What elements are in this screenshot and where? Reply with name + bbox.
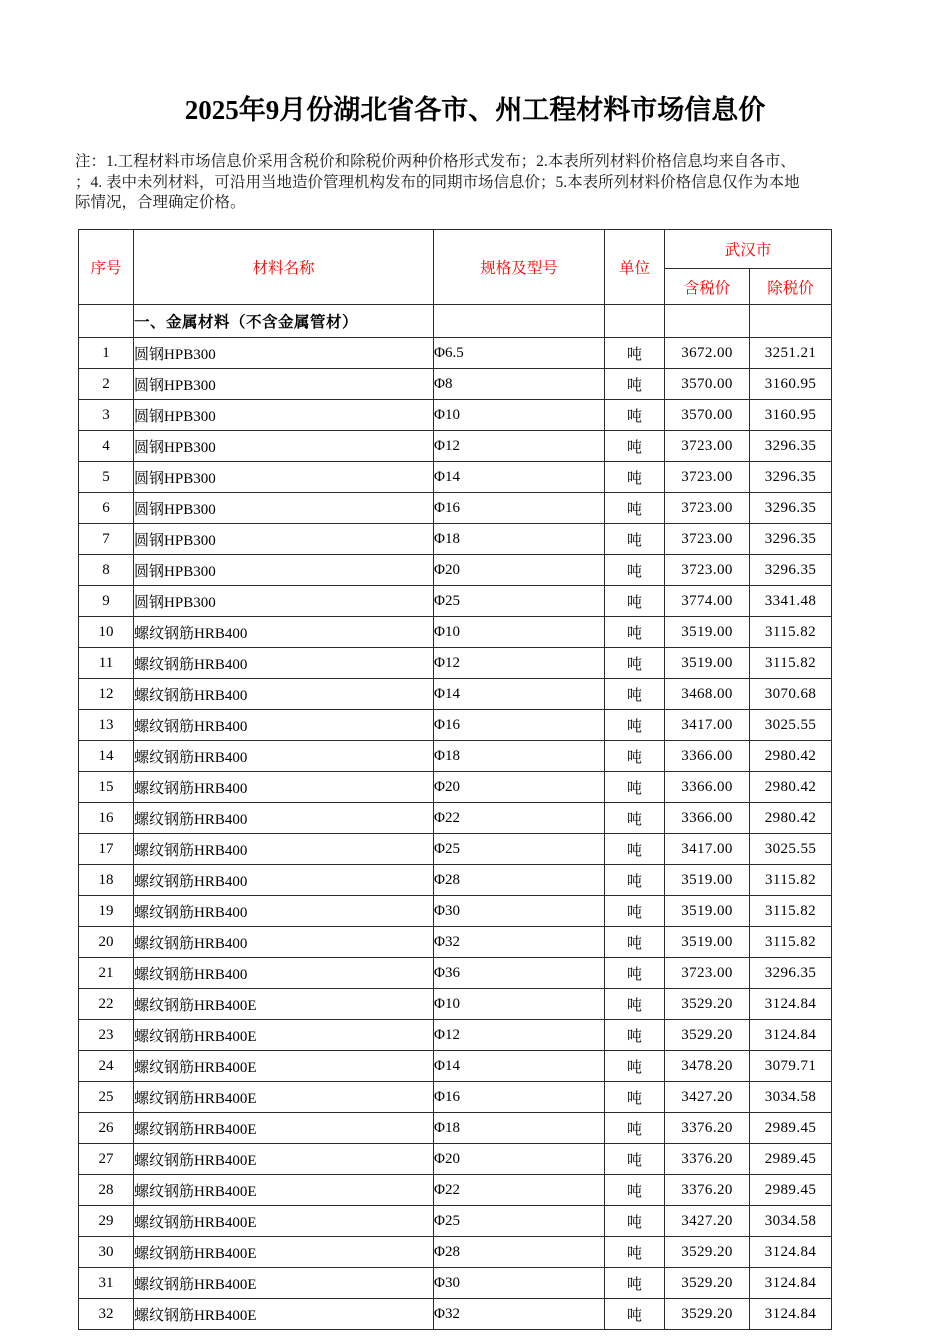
note-line-1: 注：1.工程材料市场信息价采用含税价和除税价两种价格形式发布；2.本表所列材料价格信息均来自各市、 bbox=[75, 153, 796, 170]
cell-spec: Φ22 bbox=[434, 803, 605, 834]
cell-unit: 吨 bbox=[605, 1144, 665, 1175]
cell-material-name: 螺纹钢筋HRB400 bbox=[134, 710, 434, 741]
table-row bbox=[79, 586, 832, 617]
material-price-table bbox=[78, 229, 832, 1330]
cell-no: 30 bbox=[79, 1237, 134, 1268]
cell-price-excl-tax: 3115.82 bbox=[750, 896, 832, 927]
cell-material-name: 螺纹钢筋HRB400E bbox=[134, 989, 434, 1020]
cell-unit: 吨 bbox=[605, 834, 665, 865]
cell-no: 24 bbox=[79, 1051, 134, 1082]
table-row bbox=[79, 741, 832, 772]
cell-unit: 吨 bbox=[605, 1268, 665, 1299]
cell-material-name: 螺纹钢筋HRB400 bbox=[134, 865, 434, 896]
cell-price-excl-tax: 3296.35 bbox=[750, 555, 832, 586]
cell-price-incl-tax: 3468.00 bbox=[665, 679, 750, 710]
cell-no: 25 bbox=[79, 1082, 134, 1113]
cell-price-incl-tax: 3519.00 bbox=[665, 927, 750, 958]
cell-spec: Φ8 bbox=[434, 369, 605, 400]
header-row-main bbox=[79, 230, 832, 269]
cell-price-incl-tax: 3519.00 bbox=[665, 617, 750, 648]
cell-no: 27 bbox=[79, 1144, 134, 1175]
cell-spec: Φ28 bbox=[434, 1237, 605, 1268]
cell-price-excl-tax: 3124.84 bbox=[750, 989, 832, 1020]
cell-material-name: 螺纹钢筋HRB400E bbox=[134, 1237, 434, 1268]
cell-price-incl-tax: 3417.00 bbox=[665, 834, 750, 865]
cell-spec: Φ20 bbox=[434, 1144, 605, 1175]
table-row bbox=[79, 927, 832, 958]
cell-spec: Φ32 bbox=[434, 1299, 605, 1330]
table-row bbox=[79, 400, 832, 431]
cell-material-name: 螺纹钢筋HRB400E bbox=[134, 1113, 434, 1144]
cell-material-name: 螺纹钢筋HRB400 bbox=[134, 679, 434, 710]
note-line-3: 际情况，合理确定价格。 bbox=[75, 194, 246, 211]
cell-material-name: 螺纹钢筋HRB400E bbox=[134, 1051, 434, 1082]
cell-spec: Φ25 bbox=[434, 1206, 605, 1237]
table-row bbox=[79, 1237, 832, 1268]
cell-spec: Φ12 bbox=[434, 648, 605, 679]
cell-price-incl-tax: 3774.00 bbox=[665, 586, 750, 617]
cell-no: 1 bbox=[79, 338, 134, 369]
cell-price-excl-tax: 2980.42 bbox=[750, 772, 832, 803]
cell-spec: Φ14 bbox=[434, 462, 605, 493]
table-row bbox=[79, 648, 832, 679]
cell-spec: Φ18 bbox=[434, 1113, 605, 1144]
cell-spec: Φ10 bbox=[434, 989, 605, 1020]
table-row bbox=[79, 1144, 832, 1175]
table-row bbox=[79, 1175, 832, 1206]
cell-spec: Φ18 bbox=[434, 524, 605, 555]
cell-material-name: 螺纹钢筋HRB400 bbox=[134, 834, 434, 865]
cell-material-name: 螺纹钢筋HRB400 bbox=[134, 648, 434, 679]
cell-spec: Φ25 bbox=[434, 834, 605, 865]
cell-spec: Φ10 bbox=[434, 617, 605, 648]
header-col-unit: 单位 bbox=[605, 230, 665, 305]
section-label-cell bbox=[134, 305, 434, 338]
cell-spec: Φ12 bbox=[434, 431, 605, 462]
cell-material-name: 螺纹钢筋HRB400 bbox=[134, 896, 434, 927]
cell-unit: 吨 bbox=[605, 648, 665, 679]
cell-no: 28 bbox=[79, 1175, 134, 1206]
table-row bbox=[79, 524, 832, 555]
cell-unit: 吨 bbox=[605, 1175, 665, 1206]
cell-unit: 吨 bbox=[605, 927, 665, 958]
cell-spec: Φ10 bbox=[434, 400, 605, 431]
cell-no: 6 bbox=[79, 493, 134, 524]
table-row bbox=[79, 1206, 832, 1237]
cell-price-incl-tax: 3519.00 bbox=[665, 865, 750, 896]
cell-material-name: 螺纹钢筋HRB400 bbox=[134, 927, 434, 958]
cell-price-excl-tax: 3025.55 bbox=[750, 710, 832, 741]
cell-price-incl-tax: 3723.00 bbox=[665, 524, 750, 555]
cell-no: 22 bbox=[79, 989, 134, 1020]
cell-spec: Φ14 bbox=[434, 1051, 605, 1082]
cell-material-name: 螺纹钢筋HRB400 bbox=[134, 772, 434, 803]
cell-unit: 吨 bbox=[605, 772, 665, 803]
cell-no: 11 bbox=[79, 648, 134, 679]
table-row bbox=[79, 896, 832, 927]
table-row bbox=[79, 772, 832, 803]
header-col-no: 序号 bbox=[79, 230, 134, 305]
cell-no: 7 bbox=[79, 524, 134, 555]
cell-price-incl-tax: 3376.20 bbox=[665, 1144, 750, 1175]
table-row bbox=[79, 431, 832, 462]
cell-unit: 吨 bbox=[605, 462, 665, 493]
cell-no: 15 bbox=[79, 772, 134, 803]
cell-unit: 吨 bbox=[605, 338, 665, 369]
cell-price-excl-tax: 3115.82 bbox=[750, 617, 832, 648]
cell-spec: Φ22 bbox=[434, 1175, 605, 1206]
cell-no: 5 bbox=[79, 462, 134, 493]
cell-price-excl-tax: 3160.95 bbox=[750, 369, 832, 400]
cell-no: 13 bbox=[79, 710, 134, 741]
cell-material-name: 螺纹钢筋HRB400 bbox=[134, 803, 434, 834]
cell-spec: Φ30 bbox=[434, 1268, 605, 1299]
cell-price-excl-tax: 3296.35 bbox=[750, 462, 832, 493]
cell-price-excl-tax: 3160.95 bbox=[750, 400, 832, 431]
table-row bbox=[79, 1299, 832, 1330]
cell-price-excl-tax: 3115.82 bbox=[750, 865, 832, 896]
cell-price-excl-tax: 3296.35 bbox=[750, 431, 832, 462]
cell-material-name: 圆钢HPB300 bbox=[134, 524, 434, 555]
cell-price-incl-tax: 3529.20 bbox=[665, 1299, 750, 1330]
table-row bbox=[79, 1113, 832, 1144]
cell-material-name: 圆钢HPB300 bbox=[134, 338, 434, 369]
table-row bbox=[79, 865, 832, 896]
cell-price-excl-tax: 3124.84 bbox=[750, 1299, 832, 1330]
cell-material-name: 螺纹钢筋HRB400E bbox=[134, 1020, 434, 1051]
section-unit-cell bbox=[605, 305, 665, 338]
table-section-row bbox=[79, 305, 832, 338]
cell-price-incl-tax: 3529.20 bbox=[665, 1268, 750, 1299]
cell-unit: 吨 bbox=[605, 431, 665, 462]
cell-unit: 吨 bbox=[605, 803, 665, 834]
cell-spec: Φ16 bbox=[434, 493, 605, 524]
cell-price-excl-tax: 3251.21 bbox=[750, 338, 832, 369]
cell-price-excl-tax: 3124.84 bbox=[750, 1268, 832, 1299]
cell-price-incl-tax: 3519.00 bbox=[665, 896, 750, 927]
cell-price-excl-tax: 2980.42 bbox=[750, 803, 832, 834]
cell-price-excl-tax: 2989.45 bbox=[750, 1144, 832, 1175]
cell-unit: 吨 bbox=[605, 958, 665, 989]
cell-price-incl-tax: 3366.00 bbox=[665, 772, 750, 803]
cell-no: 29 bbox=[79, 1206, 134, 1237]
cell-no: 14 bbox=[79, 741, 134, 772]
cell-unit: 吨 bbox=[605, 679, 665, 710]
cell-unit: 吨 bbox=[605, 555, 665, 586]
cell-no: 19 bbox=[79, 896, 134, 927]
cell-no: 17 bbox=[79, 834, 134, 865]
cell-price-incl-tax: 3529.20 bbox=[665, 1237, 750, 1268]
cell-price-excl-tax: 2989.45 bbox=[750, 1113, 832, 1144]
cell-unit: 吨 bbox=[605, 1206, 665, 1237]
price-table-wrapper bbox=[78, 229, 832, 1330]
table-row bbox=[79, 338, 832, 369]
cell-no: 26 bbox=[79, 1113, 134, 1144]
page-title: 2025年9月份湖北省各市、州工程材料市场信息价 bbox=[184, 95, 766, 125]
cell-unit: 吨 bbox=[605, 1237, 665, 1268]
note-line-2: ；4. 表中未列材料，可沿用当地造价管理机构发布的同期市场信息价；5.本表所列材料价格信息仅作为本地 bbox=[75, 173, 800, 191]
cell-no: 8 bbox=[79, 555, 134, 586]
cell-material-name: 圆钢HPB300 bbox=[134, 400, 434, 431]
table-row bbox=[79, 958, 832, 989]
cell-price-incl-tax: 3723.00 bbox=[665, 493, 750, 524]
cell-price-excl-tax: 3115.82 bbox=[750, 648, 832, 679]
cell-unit: 吨 bbox=[605, 369, 665, 400]
section-excl-cell bbox=[750, 305, 832, 338]
cell-spec: Φ12 bbox=[434, 1020, 605, 1051]
cell-material-name: 螺纹钢筋HRB400E bbox=[134, 1206, 434, 1237]
cell-spec: Φ14 bbox=[434, 679, 605, 710]
table-row bbox=[79, 710, 832, 741]
header-price-incl-tax: 含税价 bbox=[665, 269, 750, 305]
cell-no: 20 bbox=[79, 927, 134, 958]
table-row bbox=[79, 493, 832, 524]
cell-material-name: 螺纹钢筋HRB400E bbox=[134, 1299, 434, 1330]
cell-price-excl-tax: 3341.48 bbox=[750, 586, 832, 617]
table-row bbox=[79, 369, 832, 400]
cell-spec: Φ28 bbox=[434, 865, 605, 896]
cell-spec: Φ25 bbox=[434, 586, 605, 617]
cell-unit: 吨 bbox=[605, 1113, 665, 1144]
table-row bbox=[79, 834, 832, 865]
cell-spec: Φ6.5 bbox=[434, 338, 605, 369]
cell-material-name: 圆钢HPB300 bbox=[134, 431, 434, 462]
cell-price-incl-tax: 3427.20 bbox=[665, 1206, 750, 1237]
cell-price-incl-tax: 3723.00 bbox=[665, 431, 750, 462]
cell-price-incl-tax: 3417.00 bbox=[665, 710, 750, 741]
cell-material-name: 圆钢HPB300 bbox=[134, 493, 434, 524]
cell-unit: 吨 bbox=[605, 710, 665, 741]
header-price-excl-tax: 除税价 bbox=[750, 269, 832, 305]
cell-price-incl-tax: 3529.20 bbox=[665, 1020, 750, 1051]
table-body bbox=[79, 305, 832, 1330]
cell-material-name: 螺纹钢筋HRB400E bbox=[134, 1144, 434, 1175]
cell-price-incl-tax: 3529.20 bbox=[665, 989, 750, 1020]
cell-price-excl-tax: 3296.35 bbox=[750, 524, 832, 555]
cell-unit: 吨 bbox=[605, 1020, 665, 1051]
cell-spec: Φ30 bbox=[434, 896, 605, 927]
cell-price-excl-tax: 3034.58 bbox=[750, 1082, 832, 1113]
cell-price-incl-tax: 3723.00 bbox=[665, 555, 750, 586]
table-header bbox=[79, 230, 832, 305]
cell-price-excl-tax: 3124.84 bbox=[750, 1237, 832, 1268]
cell-unit: 吨 bbox=[605, 617, 665, 648]
cell-price-incl-tax: 3570.00 bbox=[665, 400, 750, 431]
cell-material-name: 螺纹钢筋HRB400E bbox=[134, 1268, 434, 1299]
cell-material-name: 螺纹钢筋HRB400 bbox=[134, 741, 434, 772]
table-row bbox=[79, 1082, 832, 1113]
header-col-spec: 规格及型号 bbox=[434, 230, 605, 305]
cell-no: 18 bbox=[79, 865, 134, 896]
cell-price-incl-tax: 3366.00 bbox=[665, 741, 750, 772]
cell-spec: Φ16 bbox=[434, 1082, 605, 1113]
cell-spec: Φ18 bbox=[434, 741, 605, 772]
cell-spec: Φ36 bbox=[434, 958, 605, 989]
cell-no: 4 bbox=[79, 431, 134, 462]
header-col-name: 材料名称 bbox=[134, 230, 434, 305]
cell-no: 31 bbox=[79, 1268, 134, 1299]
cell-unit: 吨 bbox=[605, 586, 665, 617]
table-row bbox=[79, 989, 832, 1020]
cell-no: 21 bbox=[79, 958, 134, 989]
cell-no: 16 bbox=[79, 803, 134, 834]
cell-material-name: 圆钢HPB300 bbox=[134, 586, 434, 617]
table-row bbox=[79, 679, 832, 710]
cell-no: 9 bbox=[79, 586, 134, 617]
cell-price-excl-tax: 2980.42 bbox=[750, 741, 832, 772]
cell-material-name: 螺纹钢筋HRB400E bbox=[134, 1175, 434, 1206]
section-spec-cell bbox=[434, 305, 605, 338]
cell-spec: Φ32 bbox=[434, 927, 605, 958]
cell-material-name: 螺纹钢筋HRB400 bbox=[134, 617, 434, 648]
cell-price-incl-tax: 3723.00 bbox=[665, 958, 750, 989]
cell-no: 2 bbox=[79, 369, 134, 400]
table-row bbox=[79, 617, 832, 648]
cell-price-incl-tax: 3570.00 bbox=[665, 369, 750, 400]
cell-price-excl-tax: 3070.68 bbox=[750, 679, 832, 710]
section-incl-cell bbox=[665, 305, 750, 338]
table-row bbox=[79, 462, 832, 493]
cell-unit: 吨 bbox=[605, 1299, 665, 1330]
cell-price-excl-tax: 3124.84 bbox=[750, 1020, 832, 1051]
cell-no: 10 bbox=[79, 617, 134, 648]
cell-unit: 吨 bbox=[605, 493, 665, 524]
cell-price-excl-tax: 3115.82 bbox=[750, 927, 832, 958]
table-row bbox=[79, 803, 832, 834]
cell-price-incl-tax: 3672.00 bbox=[665, 338, 750, 369]
cell-unit: 吨 bbox=[605, 1051, 665, 1082]
cell-price-excl-tax: 2989.45 bbox=[750, 1175, 832, 1206]
cell-unit: 吨 bbox=[605, 741, 665, 772]
cell-material-name: 圆钢HPB300 bbox=[134, 555, 434, 586]
table-row bbox=[79, 1051, 832, 1082]
cell-price-incl-tax: 3376.20 bbox=[665, 1175, 750, 1206]
notes-block bbox=[75, 152, 950, 214]
cell-unit: 吨 bbox=[605, 896, 665, 927]
cell-unit: 吨 bbox=[605, 400, 665, 431]
cell-no: 32 bbox=[79, 1299, 134, 1330]
cell-unit: 吨 bbox=[605, 1082, 665, 1113]
cell-price-excl-tax: 3296.35 bbox=[750, 958, 832, 989]
cell-spec: Φ20 bbox=[434, 772, 605, 803]
cell-price-incl-tax: 3478.20 bbox=[665, 1051, 750, 1082]
cell-price-excl-tax: 3025.55 bbox=[750, 834, 832, 865]
cell-material-name: 圆钢HPB300 bbox=[134, 462, 434, 493]
cell-price-excl-tax: 3296.35 bbox=[750, 493, 832, 524]
table-row bbox=[79, 1268, 832, 1299]
cell-no: 23 bbox=[79, 1020, 134, 1051]
cell-price-incl-tax: 3376.20 bbox=[665, 1113, 750, 1144]
cell-price-incl-tax: 3723.00 bbox=[665, 462, 750, 493]
cell-price-excl-tax: 3079.71 bbox=[750, 1051, 832, 1082]
cell-spec: Φ16 bbox=[434, 710, 605, 741]
cell-unit: 吨 bbox=[605, 989, 665, 1020]
cell-price-incl-tax: 3427.20 bbox=[665, 1082, 750, 1113]
cell-price-incl-tax: 3366.00 bbox=[665, 803, 750, 834]
header-city-wuhan: 武汉市 bbox=[665, 230, 832, 269]
cell-material-name: 螺纹钢筋HRB400E bbox=[134, 1082, 434, 1113]
cell-material-name: 圆钢HPB300 bbox=[134, 369, 434, 400]
table-row bbox=[79, 555, 832, 586]
cell-unit: 吨 bbox=[605, 524, 665, 555]
cell-no: 3 bbox=[79, 400, 134, 431]
cell-spec: Φ20 bbox=[434, 555, 605, 586]
cell-no: 12 bbox=[79, 679, 134, 710]
cell-material-name: 螺纹钢筋HRB400 bbox=[134, 958, 434, 989]
section-no-cell bbox=[79, 305, 134, 338]
cell-price-incl-tax: 3519.00 bbox=[665, 648, 750, 679]
section-label: 一、金属材料（不含金属管材） bbox=[134, 314, 359, 331]
cell-price-excl-tax: 3034.58 bbox=[750, 1206, 832, 1237]
table-row bbox=[79, 1020, 832, 1051]
cell-unit: 吨 bbox=[605, 865, 665, 896]
